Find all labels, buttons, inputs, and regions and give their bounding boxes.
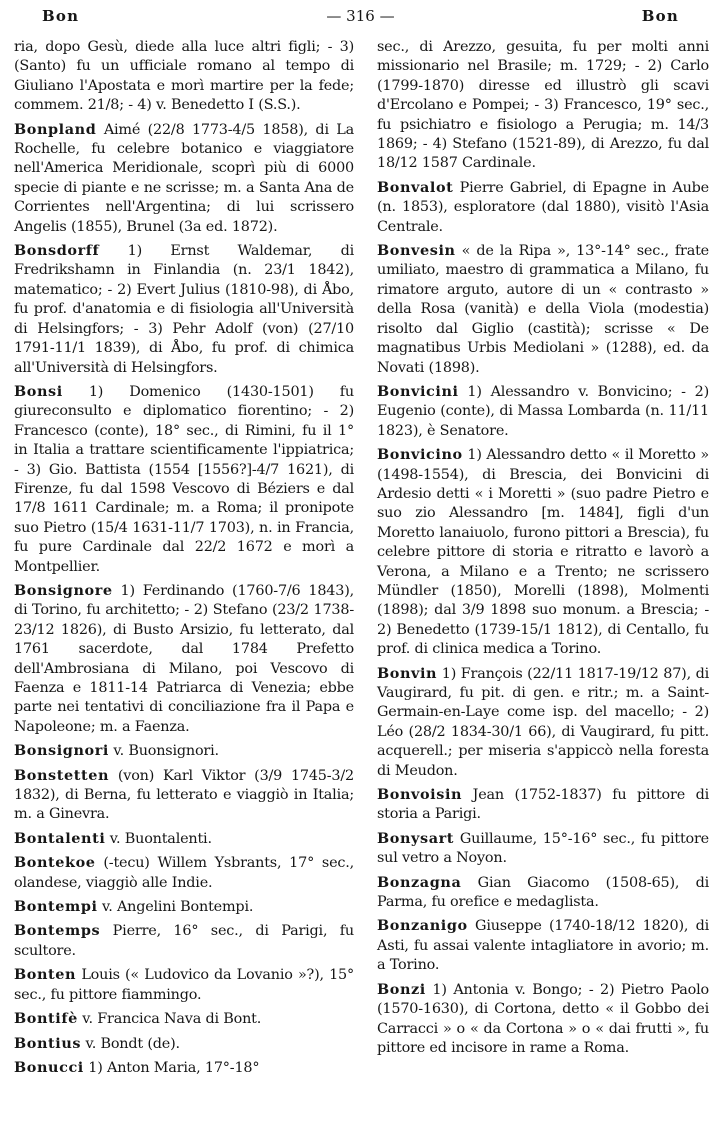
dictionary-entry bbox=[377, 445, 709, 659]
entry-headword: Bonsignori bbox=[14, 742, 109, 760]
dictionary-entry bbox=[14, 1009, 354, 1029]
dictionary-entry bbox=[14, 853, 354, 893]
dictionary-entry bbox=[14, 921, 354, 961]
dictionary-entry bbox=[14, 241, 354, 378]
entry-text: v. Bondt (de). bbox=[81, 1035, 180, 1052]
dictionary-entry bbox=[377, 38, 709, 174]
dictionary-entry bbox=[377, 664, 709, 781]
entry-headword: Bonpland bbox=[14, 120, 97, 138]
entry-headword: Bonzagna bbox=[377, 873, 462, 891]
entry-text: 1) Alessandro detto « il Moretto » (1498-1554), di Brescia, dei Bonvicini di Ardesio detti « i Moretti » (suo padre Pietro e suo zio Alessandro [m. 1484], figli d'un Moretto lanaiuolo, furono pittori a Brescia), fu celebre pittore di storia e ritratto e lavorò a Verona, a Milano e a Trento; ne scrissero Mündler (1850), Morelli (1898), Molmenti (1898); dal 3/9 1898 suo monum. a Brescia; - 2) Benedetto (1739-15/1 1812), di Centallo, fu prof. di clinica medica a Torino. bbox=[377, 447, 709, 658]
entry-text: Gian Giacomo (1508-65), di Parma, fu orefice e medaglista. bbox=[377, 874, 709, 911]
entry-text: v. Angelini Bontempi. bbox=[97, 899, 254, 916]
entry-headword: Bonvicini bbox=[377, 382, 459, 400]
entry-headword: Bontalenti bbox=[14, 829, 106, 847]
entry-text: sec., di Arezzo, gesuita, fu per molti anni missionario nel Brasile; m. 1729; - 2) Carlo (1799-1870) diresse ed illustrò gli scavi d'Ercolano e Pompei; - 3) Francesco, 19° sec., fu psichiatro e fisiologo a Perugia; m. 14/3 1869; - 4) Stefano (1521-89), di Arezzo, fu dal 18/12 1587 Cardinale. bbox=[377, 39, 709, 172]
entry-headword: Bonten bbox=[14, 966, 77, 984]
dictionary-entry bbox=[377, 873, 709, 913]
entry-headword: Bonvin bbox=[377, 664, 438, 682]
dictionary-entry bbox=[14, 1034, 354, 1054]
dictionary-entry bbox=[377, 241, 709, 378]
entry-headword: Bonvalot bbox=[377, 178, 454, 196]
entry-headword: Bontifè bbox=[14, 1010, 78, 1028]
entry-headword: Bontekoe bbox=[14, 854, 96, 872]
entry-headword: Bontempi bbox=[14, 898, 98, 916]
right-column bbox=[377, 38, 709, 1078]
entry-headword: Bonstetten bbox=[14, 766, 110, 784]
entry-text: v. Buontalenti. bbox=[105, 830, 212, 847]
dictionary-entry bbox=[14, 897, 354, 917]
dictionary-entry bbox=[14, 965, 354, 1005]
entry-text: v. Francica Nava di Bont. bbox=[77, 1011, 262, 1028]
entry-text: 1) Anton Maria, 17°-18° bbox=[83, 1059, 260, 1076]
entry-text: 1) Antonia v. Bongo; - 2) Pietro Paolo (1570-1630), di Cortona, detto « il Gobbo dei Carracci » o « da Cortona » o « dai frutti », fu pittore ed incisore in rame a Roma. bbox=[377, 981, 709, 1056]
entry-headword: Bontemps bbox=[14, 922, 101, 940]
dictionary-entry bbox=[377, 829, 709, 869]
entry-text: Louis (« Ludovico da Lovanio »?), 15° sec., fu pittore fiammingo. bbox=[14, 967, 354, 1003]
entry-headword: Bonvoisin bbox=[377, 786, 463, 804]
page-number: — 316 — bbox=[326, 7, 395, 25]
entry-text: ria, dopo Gesù, diede alla luce altri figli; - 3) (Santo) fu un ufficiale romano al tempo di Giuliano l'Apostata e morì martire per la fede; commem. 21/8; - 4) v. Benedetto I (S.S.). bbox=[14, 39, 354, 114]
entry-text: Jean (1752-1837) fu pittore di storia a Parigi. bbox=[377, 787, 709, 823]
entry-text: 1) Ernst Waldemar, di Fredrikshamn in Finlandia (n. 23/1 1842), matematico; - 2) Evert Julius (1810-98), di Åbo, fu prof. d'anatomia e di fisiologia all'Università di Helsingfors; - 3) Pehr Adolf (von) (27/10 1791-11/1 1839), di Åbo, fu prof. di chimica all'Università di Helsingfors. bbox=[14, 243, 354, 376]
dictionary-entry bbox=[377, 785, 709, 825]
dictionary-entry bbox=[377, 382, 709, 441]
left-column bbox=[14, 38, 354, 1078]
dictionary-entry bbox=[14, 741, 354, 761]
entry-text: 1) Domenico (1430-1501) fu giureconsulto e diplomatico fiorentino; - 2) Francesco (conte), 18° sec., di Rimini, fu il 1° in Italia a trattare scientificamente l'ippiatrica; - 3) Gio. Battista (1554 [1556?]-4/7 1621), di Firenze, fu dal 1598 Vescovo di Béziers e dal 17/8 1611 Cardinale; m. a Roma; il pronipote suo Pietro (15/4 1631-11/7 1703), n. in Francia, fu pure Cardinale dal 22/2 1672 e morì a Montpellier. bbox=[14, 383, 354, 575]
entry-text: Giuseppe (1740-18/12 1820), di Asti, fu assai valente intagliatore in avorio; m. a Torino. bbox=[377, 918, 709, 974]
entry-headword: Bonzanigo bbox=[377, 917, 468, 935]
entry-headword: Bonsdorff bbox=[14, 242, 100, 260]
dictionary-entry bbox=[14, 1058, 354, 1078]
dictionary-entry bbox=[14, 766, 354, 825]
page-header bbox=[14, 6, 709, 28]
entry-headword: Bonvicino bbox=[377, 446, 463, 464]
entry-headword: Bonysart bbox=[377, 829, 455, 847]
entry-text: 1) Ferdinando (1760-7/6 1843), di Torino, fu architetto; - 2) Stefano (23/2 1738-23/12 1826), di Busto Arsizio, fu letterato, dal 1761 sacerdote, dal 1784 Prefetto dell'Ambrosiana di Milano, poi Vescovo di Faenza e 1811-14 Patriarca di Venezia; ebbe parte nei tentativi di conciliazione fra il Papa e Napoleone; m. a Faenza. bbox=[14, 582, 354, 735]
entry-headword: Bontius bbox=[14, 1034, 82, 1052]
entry-text: Guillaume, 15°-16° sec., fu pittore sul vetro a Noyon. bbox=[377, 830, 709, 867]
entry-text: « de la Ripa », 13°-14° sec., frate umiliato, maestro di grammatica a Milano, fu rimatore arguto, autore di un « contrasto » della Rosa (vanità) e della Viola (modestia) risolto dal Giglio (castità); scrisse « De magnatibus Urbis Mediolani » (1288), ed. da Novati (1898). bbox=[377, 243, 709, 376]
entry-headword: Bonsi bbox=[14, 382, 63, 400]
entry-headword: Bonvesin bbox=[377, 242, 456, 260]
entry-text: Pierre Gabriel, di Epagne in Aube (n. 1853), esploratore (dal 1880), visitò l'Asia Centrale. bbox=[377, 179, 709, 235]
entry-text: v. Buonsignori. bbox=[108, 743, 219, 760]
dictionary-entry bbox=[377, 916, 709, 975]
entry-headword: Bonucci bbox=[14, 1058, 84, 1076]
entry-headword: Bonsignore bbox=[14, 581, 113, 599]
dictionary-entry bbox=[377, 178, 709, 237]
dictionary-entry bbox=[14, 581, 354, 737]
entry-text: Pierre, 16° sec., di Parigi, fu scultore. bbox=[14, 923, 354, 959]
entry-text: (-tecu) Willem Ysbrants, 17° sec., olandese, viaggiò alle Indie. bbox=[14, 855, 354, 891]
columns bbox=[14, 38, 709, 1078]
entry-text: Aimé (22/8 1773-4/5 1858), di La Rochelle, fu celebre botanico e viaggiatore nell'America Meridionale, scoprì più di 6000 specie di piante e ne scrisse; m. a Santa Ana de Corrientes nell'Argentina; di lui scrissero Angelis (1855), Brunel (3a ed. 1872). bbox=[14, 121, 354, 235]
entry-text: 1) Alessandro v. Bonvicino; - 2) Eugenio (conte), di Massa Lombarda (n. 11/11 1823), è Senatore. bbox=[377, 383, 709, 439]
dictionary-entry bbox=[14, 120, 354, 237]
left-guide-word: Bon bbox=[42, 7, 80, 25]
right-guide-word: Bon bbox=[641, 7, 679, 25]
dictionary-entry bbox=[14, 382, 354, 577]
entry-headword: Bonzi bbox=[377, 980, 426, 998]
dictionary-entry bbox=[377, 980, 709, 1059]
dictionary-entry bbox=[14, 38, 354, 116]
entry-text: (von) Karl Viktor (3/9 1745-3/2 1832), di Berna, fu letterato e viaggiò in Italia; m. a Ginevra. bbox=[14, 767, 354, 823]
dictionary-entry bbox=[14, 829, 354, 849]
entry-text: 1) François (22/11 1817-19/12 87), di Vaugirard, fu pit. di gen. e ritr.; m. a Saint-Germain-en-Laye come isp. del macello; - 2) Léo (28/2 1834-30/1 66), di Vaugirard, fu pitt. acquerell.; per miseria s'appiccò nella foresta di Meudon. bbox=[377, 665, 709, 779]
